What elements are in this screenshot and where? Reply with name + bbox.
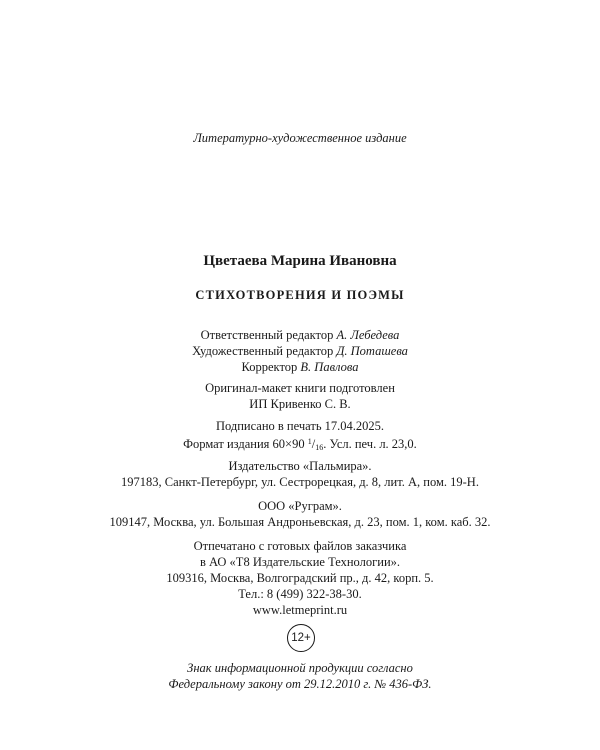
credit-person: А. Лебедева bbox=[336, 328, 400, 342]
printer-line: в АО «Т8 Издательские Технологии». bbox=[199, 555, 401, 569]
publisher-address: 197183, Санкт-Петербург, ул. Сестрорецкая, д. 8, лит. А, пом. 19-Н. bbox=[121, 475, 479, 489]
publisher-name: Издательство «Пальмира». bbox=[228, 459, 372, 473]
signed-date: Подписано в печать 17.04.2025. bbox=[215, 419, 385, 433]
credit-role: Художественный редактор bbox=[192, 344, 334, 358]
credit-row bbox=[0, 343, 600, 359]
law-note bbox=[0, 660, 600, 692]
credit-role: Ответственный редактор bbox=[200, 328, 334, 342]
book-title: СТИХОТВОРЕНИЯ И ПОЭМЫ bbox=[195, 288, 405, 302]
format-suffix: . Усл. печ. л. 23,0. bbox=[323, 437, 417, 451]
format-prefix: Формат издания 60×90 bbox=[183, 437, 308, 451]
format-fraction-denominator: 16 bbox=[315, 443, 324, 452]
credits-block bbox=[0, 327, 600, 375]
age-rating-badge: 12+ bbox=[287, 624, 315, 652]
layout-note bbox=[0, 380, 600, 412]
printer-website: www.letmeprint.ru bbox=[252, 603, 348, 617]
author-name: Цветаева Марина Ивановна bbox=[203, 253, 397, 269]
edition-type: Литературно-художественное издание bbox=[193, 131, 407, 145]
company-name: ООО «Руграм». bbox=[258, 499, 342, 513]
company-block bbox=[0, 498, 600, 530]
law-note-line: Знак информационной продукции согласно bbox=[187, 661, 413, 675]
layout-note-line: ИП Кривенко С. В. bbox=[249, 397, 351, 411]
law-note-line: Федеральному закону от 29.12.2010 г. № 436-ФЗ. bbox=[168, 677, 432, 691]
layout-note-line: Оригинал-макет книги подготовлен bbox=[205, 381, 395, 395]
format-fraction-slash: / bbox=[311, 437, 316, 451]
credit-role: Корректор bbox=[241, 360, 298, 374]
format-line bbox=[0, 434, 600, 456]
credit-row bbox=[0, 327, 600, 343]
printer-phone: Тел.: 8 (499) 322-38-30. bbox=[238, 587, 362, 601]
printer-address: 109316, Москва, Волгоградский пр., д. 42, корп. 5. bbox=[166, 571, 434, 585]
printer-line: Отпечатано с готовых файлов заказчика bbox=[193, 539, 407, 553]
credit-person: В. Павлова bbox=[300, 360, 359, 374]
printer-block bbox=[0, 538, 600, 618]
credit-row bbox=[0, 359, 600, 375]
publisher-block bbox=[0, 458, 600, 490]
print-info bbox=[0, 418, 600, 456]
credit-person: Д. Поташева bbox=[336, 344, 408, 358]
format-fraction-numerator: 1 bbox=[307, 437, 312, 446]
company-address: 109147, Москва, ул. Большая Андроньевская, д. 23, пом. 1, ком. каб. 32. bbox=[109, 515, 491, 529]
